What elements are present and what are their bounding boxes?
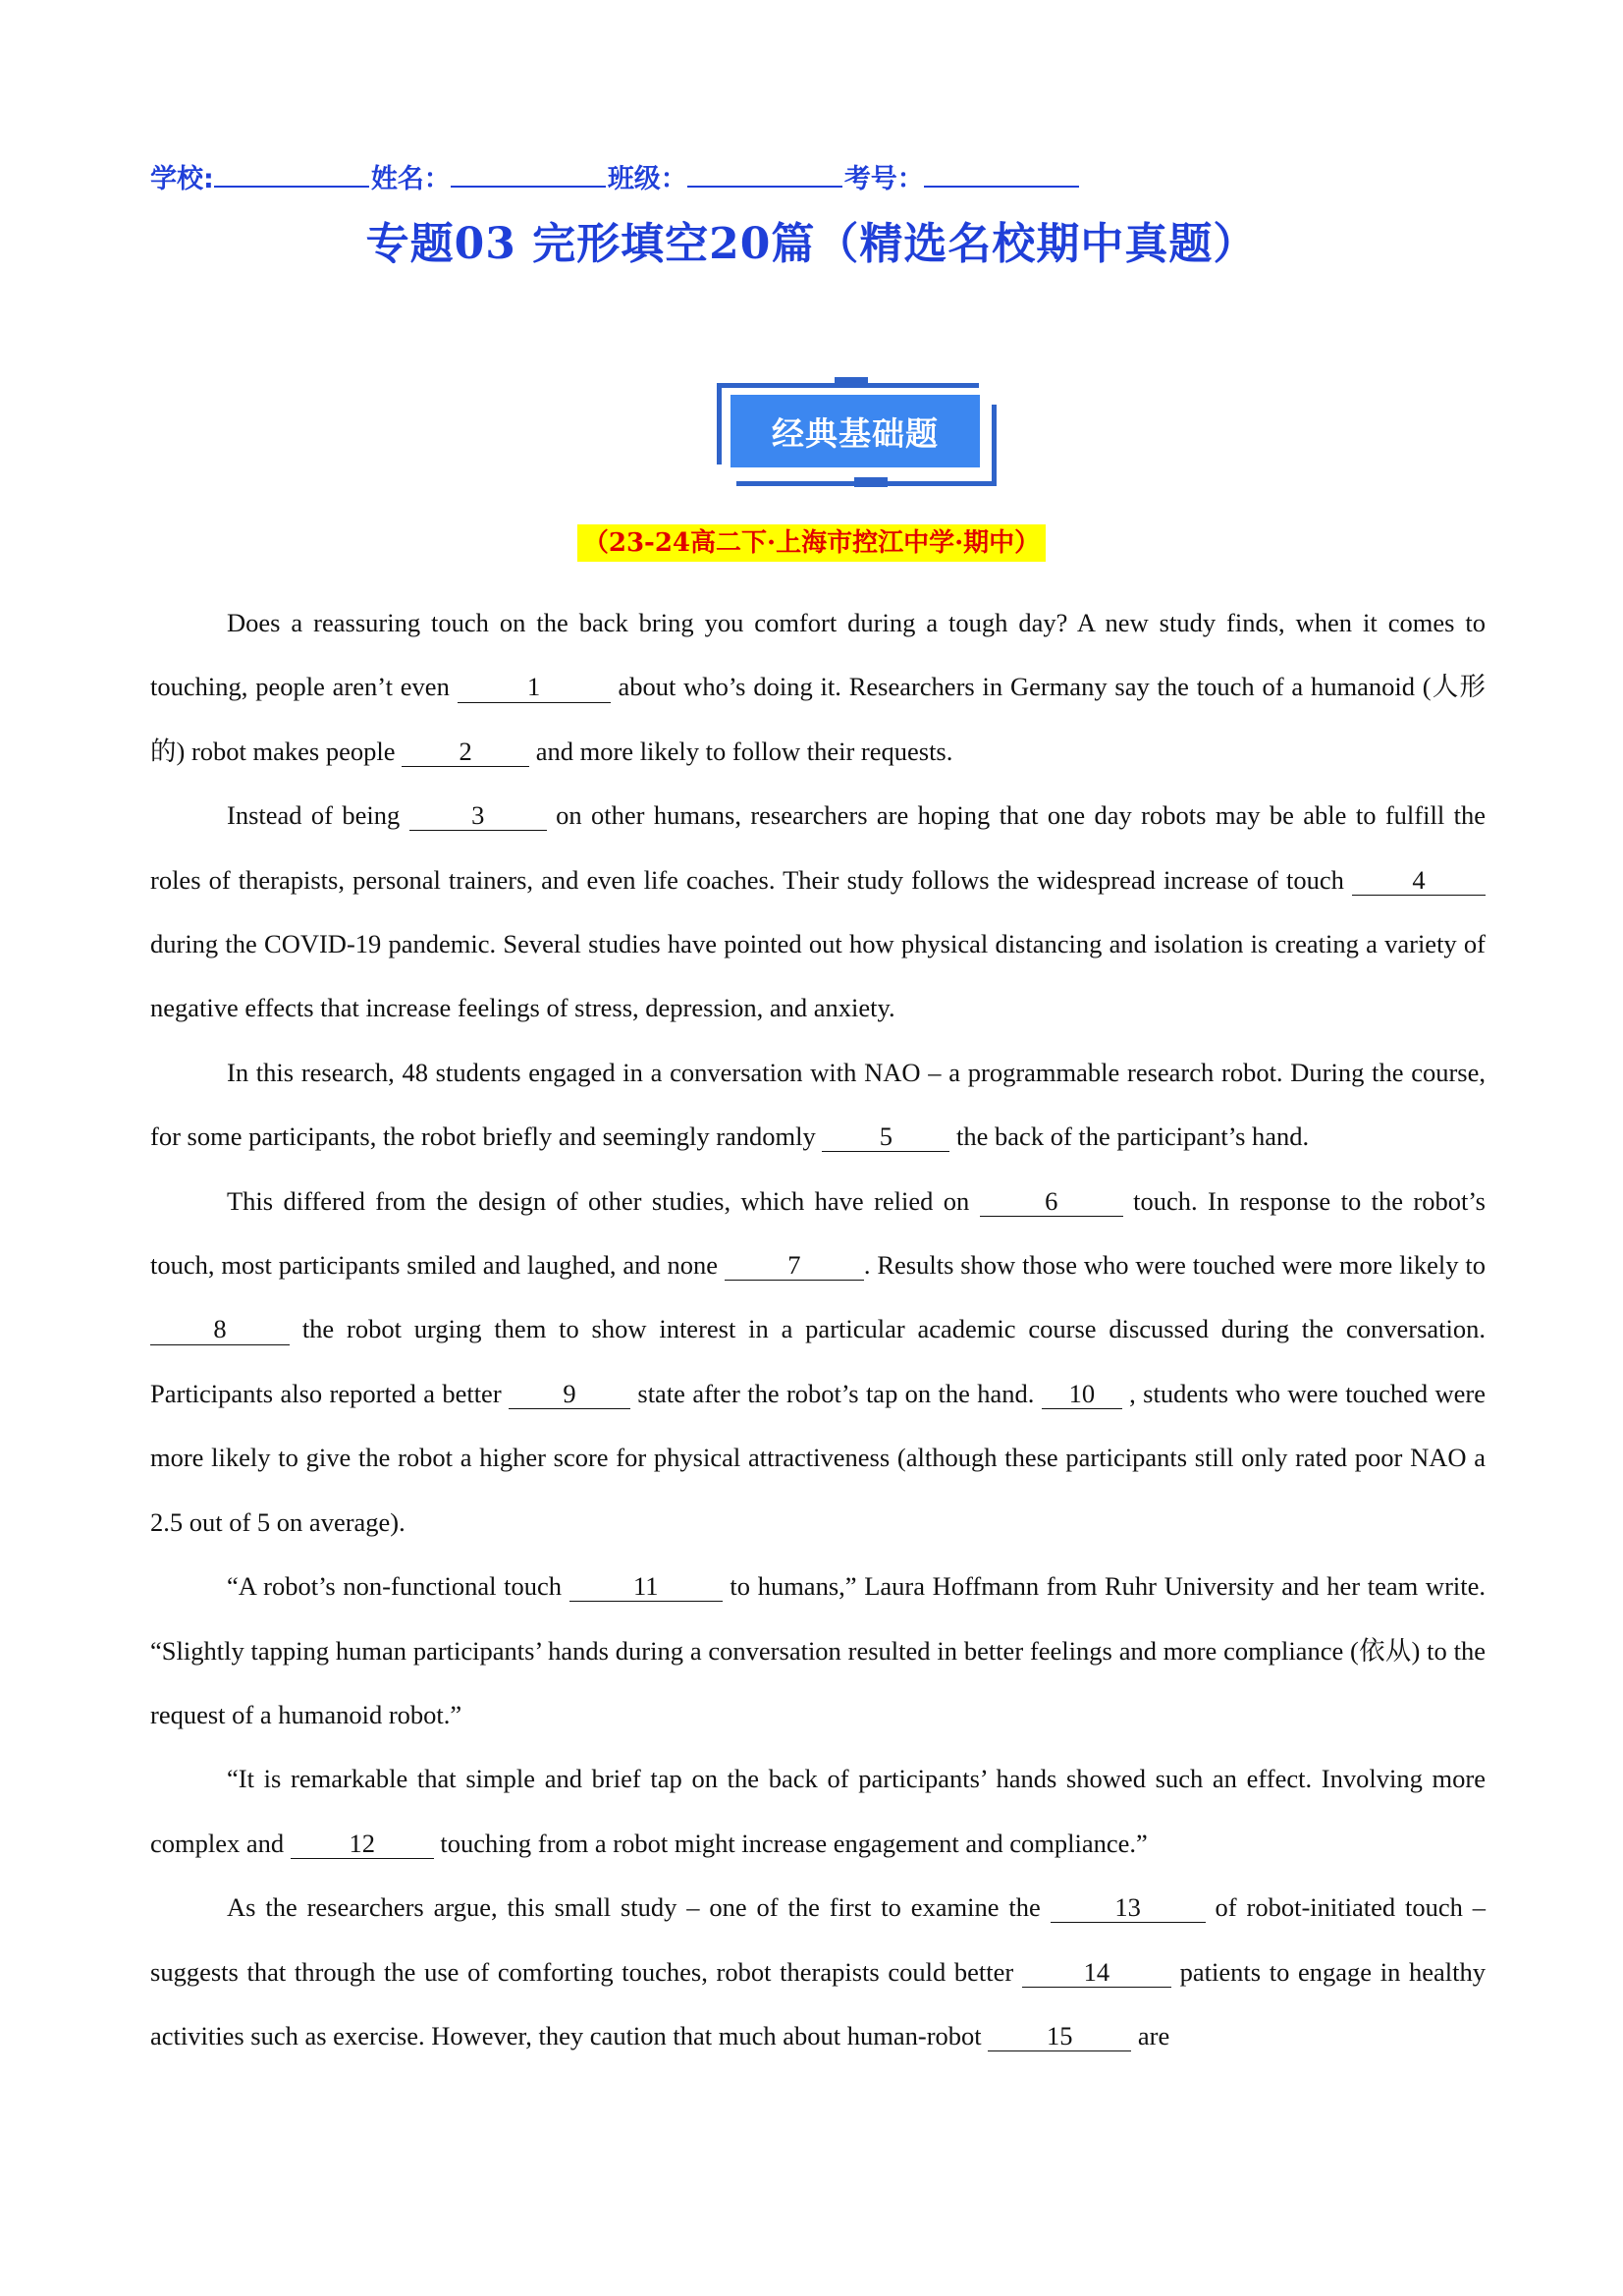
- passage-text: patients to engage in healthy activities such as exercise. However, they caution that much about human-robot: [150, 1956, 1486, 2050]
- passage-text: and more likely to follow their requests.: [529, 736, 953, 766]
- paragraph: [150, 1170, 1486, 1555]
- cloze-blank[interactable]: 14: [1022, 1958, 1171, 1988]
- paragraph: [150, 591, 1486, 784]
- section-badge: [717, 383, 992, 481]
- passage-text: state after the robot’s tap on the hand.: [630, 1378, 1042, 1408]
- cloze-passage: [150, 591, 1486, 2068]
- source-tag-text: （23-24高二下·上海市控江中学·期中）: [577, 524, 1046, 562]
- passage-text: touching from a robot might increase engagement and compliance.”: [433, 1828, 1148, 1858]
- passage-text: “A robot’s non-functional touch: [227, 1571, 569, 1602]
- passage-text: . Results show those who were touched were more likely to: [863, 1250, 1486, 1281]
- cloze-blank[interactable]: 9: [509, 1380, 630, 1409]
- passage-text: In this research, 48 students engaged in a conversation with NAO – a programmable research robot. During the course, for some participants, the robot briefly and seemingly randomly: [150, 1057, 1486, 1152]
- id-field[interactable]: [924, 162, 1079, 188]
- passage-text: , students who were touched were more likely to give the robot a higher score for physical attractiveness (although these participants still only rated poor NAO a 2.5 out of 5 on average).: [150, 1378, 1487, 1537]
- cloze-blank[interactable]: 7: [725, 1251, 864, 1281]
- class-label: 班级：: [607, 164, 687, 194]
- passage-text: touch. In response to the robot’s touch, most participants smiled and laughed, and none: [150, 1185, 1486, 1281]
- paragraph: [150, 1041, 1486, 1170]
- cloze-blank[interactable]: 2: [402, 738, 529, 767]
- passage-text: on other humans, researchers are hoping that one day robots may be able to fulfill the roles of therapists, personal trainers, and even life coaches. Their study follows the widespread increase of touch: [150, 800, 1486, 895]
- page-title: 专题03 完形填空20篇（精选名校期中真题）: [365, 219, 1258, 269]
- id-label: 考号：: [843, 164, 924, 194]
- paragraph: [150, 784, 1486, 1041]
- school-field[interactable]: [214, 162, 369, 188]
- passage-text: the back of the participant’s hand.: [949, 1121, 1310, 1152]
- cloze-blank[interactable]: 15: [988, 2022, 1131, 2051]
- name-label: 姓名：: [370, 164, 451, 194]
- passage-text: As the researchers argue, this small study – one of the first to examine the: [227, 1892, 1051, 1923]
- cloze-blank[interactable]: 11: [569, 1572, 723, 1602]
- passage-text: about who’s doing it. Researchers in Germany say the touch of a humanoid (人形的) robot makes people: [150, 672, 1486, 766]
- passage-text: the robot urging them to show interest in a particular academic course discussed during the conversation. Participants also reported a better: [150, 1314, 1486, 1408]
- paragraph: [150, 1747, 1486, 1876]
- badge-tab: [854, 477, 888, 487]
- cloze-blank[interactable]: 6: [980, 1187, 1123, 1217]
- school-label: 学校:: [150, 164, 214, 194]
- cloze-blank[interactable]: 13: [1051, 1893, 1206, 1923]
- badge-tab: [835, 377, 868, 387]
- cloze-blank[interactable]: 4: [1352, 866, 1486, 896]
- passage-text: Instead of being: [227, 800, 409, 831]
- passage-text: “It is remarkable that simple and brief tap on the back of participants’ hands showed such an effect. Involving more complex and: [150, 1764, 1486, 1858]
- student-info-header: [150, 157, 1081, 195]
- passage-text: are: [1131, 2020, 1170, 2050]
- section-badge-label: 经典基础题: [730, 395, 980, 467]
- cloze-blank[interactable]: 3: [409, 801, 547, 831]
- passage-text: This differed from the design of other studies, which have relied on: [227, 1185, 980, 1216]
- paragraph: [150, 1876, 1486, 2068]
- passage-text: of robot-initiated touch – suggests that through the use of comforting touches, robot therapists could better: [150, 1892, 1486, 1987]
- cloze-blank[interactable]: 5: [822, 1122, 949, 1152]
- cloze-blank[interactable]: 8: [150, 1315, 290, 1344]
- paragraph: [150, 1555, 1486, 1747]
- cloze-blank[interactable]: 10: [1042, 1380, 1122, 1409]
- class-field[interactable]: [687, 162, 842, 188]
- source-tag: [0, 522, 1623, 559]
- passage-text: Does a reassuring touch on the back bring you comfort during a tough day? A new study finds, when it comes to touching, people aren’t even: [150, 608, 1486, 702]
- name-field[interactable]: [451, 162, 606, 188]
- passage-text: to humans,” Laura Hoffmann from Ruhr University and her team write. “Slightly tapping human participants’ hands during a conversation resulted in better feelings and more compliance (依从) to the request of a humanoid robot.”: [150, 1571, 1487, 1729]
- cloze-blank[interactable]: 1: [458, 673, 611, 702]
- passage-text: during the COVID-19 pandemic. Several studies have pointed out how physical distancing and isolation is creating a variety of negative effects that increase feelings of stress, depression, and anxiety.: [150, 929, 1486, 1023]
- cloze-blank[interactable]: 12: [291, 1830, 434, 1859]
